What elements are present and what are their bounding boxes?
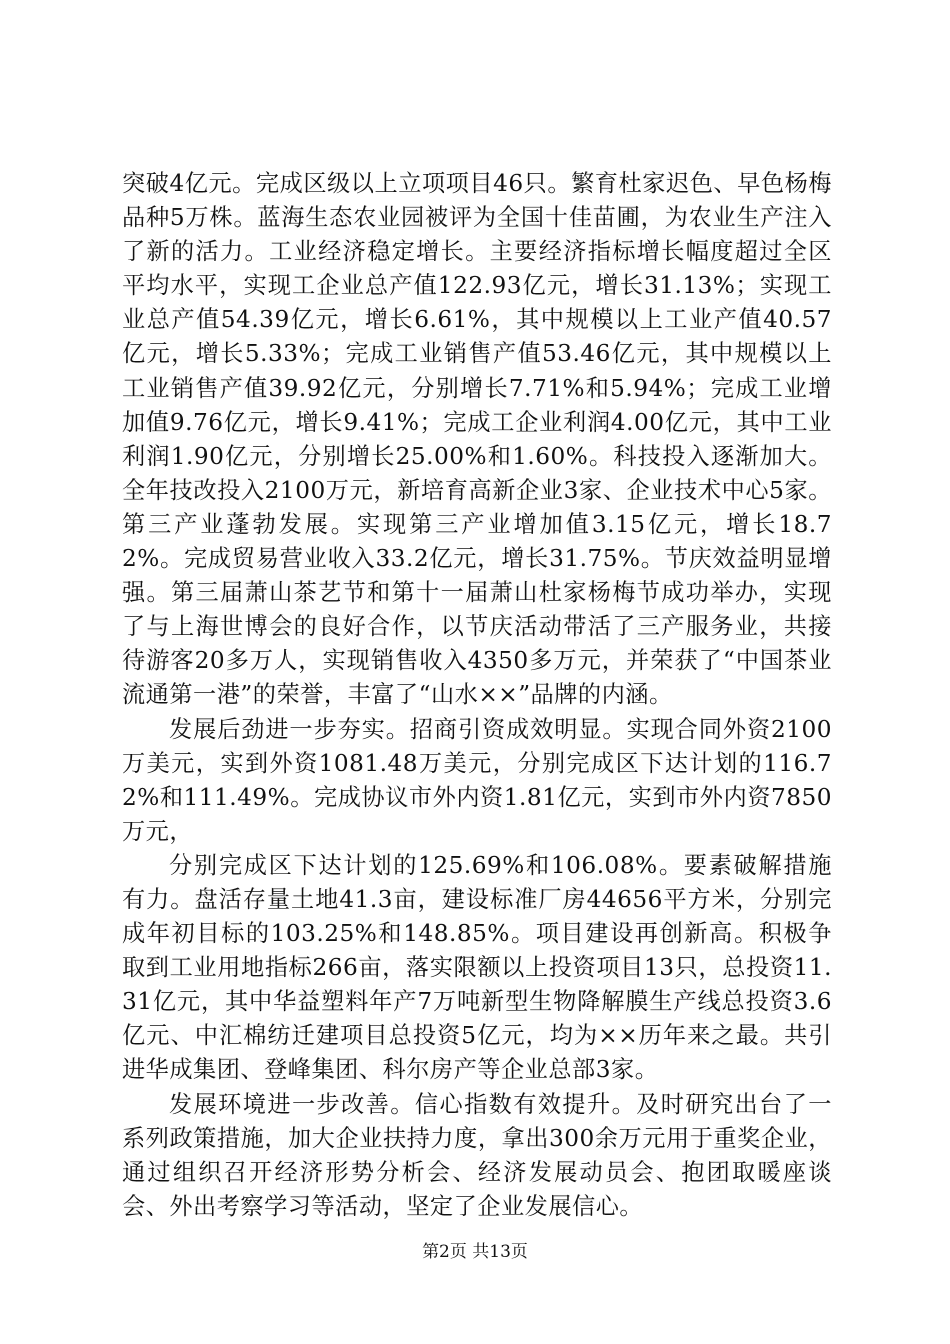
document-body <box>122 167 832 1224</box>
paragraph-completion: 分别完成区下达计划的125.69%和106.08%。要素破解措施有力。盘活存量土地41.3亩，建设标准厂房44656平方米，分别完成年初目标的103.25%和148.85%。项目建设再创新高。积极争取到工业用地指标266亩，落实限额以上投资项目13只，总投资11.31亿元，其中华益塑料年产7万吨新型生物降解膜生产线总投资3.6亿元、中汇棉纺迁建项目总投资5亿元，均为××历年来之最。共引进华成集团、登峰集团、科尔房产等企业总部3家。 <box>122 851 832 1084</box>
page-number-footer: 第2页 共13页 <box>422 1242 528 1262</box>
paragraph-investment: 发展后劲进一步夯实。招商引资成效明显。实现合同外资2100万美元，实到外资1081.48万美元，分别完成区下达计划的116.72%和111.49%。完成协议市外内资1.81亿元，实到市外内资7850万元， <box>122 715 832 845</box>
paragraph-continued: 突破4亿元。完成区级以上立项项目46只。繁育杜家迟色、早色杨梅品种5万株。蓝海生态农业园被评为全国十佳苗圃，为农业生产注入了新的活力。工业经济稳定增长。主要经济指标增长幅度超过全区平均水平，实现工企业总产值122.93亿元，增长31.13%；实现工业总产值54.39亿元，增长6.61%，其中规模以上工业产值40.57亿元，增长5.33%；完成工业销售产值53.46亿元，其中规模以上工业销售产值39.92亿元，分别增长7.71%和5.94%；完成工业增加值9.76亿元，增长9.41%；完成工企业利润4.00亿元，其中工业利润1.90亿元，分别增长25.00%和1.60%。科技投入逐渐加大。全年技改投入2100万元，新培育高新企业3家、企业技术中心5家。第三产业蓬勃发展。实现第三产业增加值3.15亿元，增长18.72%。完成贸易营业收入33.2亿元，增长31.75%。节庆效益明显增强。第三届萧山茶艺节和第十一届萧山杜家杨梅节成功举办，实现了与上海世博会的良好合作，以节庆活动带活了三产服务业，共接待游客20多万人，实现销售收入4350多万元，并荣获了“中国茶业流通第一港”的荣誉，丰富了“山水××”品牌的内涵。 <box>122 170 832 709</box>
paragraph-environment: 发展环境进一步改善。信心指数有效提升。及时研究出台了一系列政策措施，加大企业扶持力度，拿出300余万元用于重奖企业，通过组织召开经济形势分析会、经济发展动员会、抱团取暖座谈会、外出考察学习等活动，坚定了企业发展信心。 <box>122 1090 832 1220</box>
